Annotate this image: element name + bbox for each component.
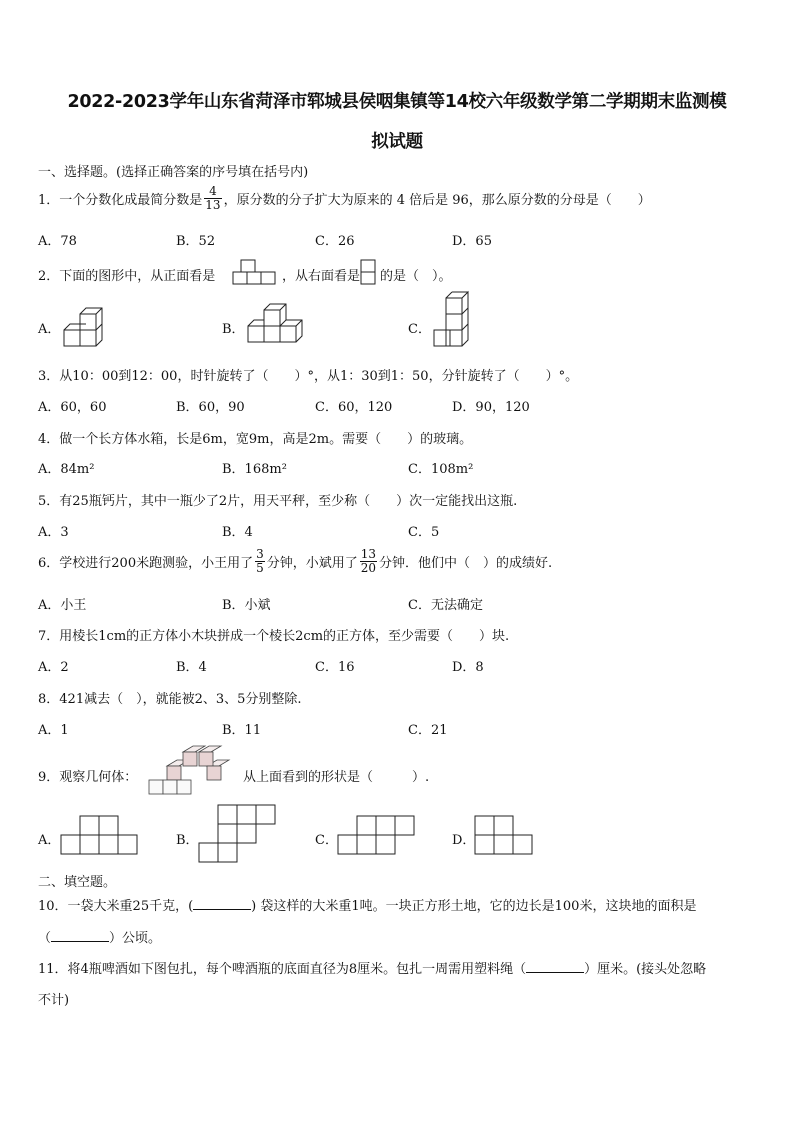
question-2-text: 2．下面的图形中，从正面看是 bbox=[38, 269, 216, 284]
fraction-denominator: 5 bbox=[256, 561, 264, 575]
question-3-text: 3．从10：00到12：00，时针旋转了（ ）°，从1：30到1：50，分针旋转了（ ）°。 bbox=[38, 369, 579, 384]
q9-option-d-figure bbox=[474, 814, 538, 856]
q9-option-b[interactable]: B． bbox=[176, 833, 199, 848]
q4-option-a[interactable]: A．84m² bbox=[38, 462, 95, 477]
q6-option-b[interactable]: B．小斌 bbox=[222, 598, 271, 613]
cube-stack-b-figure bbox=[246, 302, 306, 346]
q9-option-a[interactable]: A． bbox=[38, 833, 61, 848]
q5-option-a[interactable]: A．3 bbox=[38, 525, 69, 540]
question-10-line2 bbox=[38, 927, 161, 946]
question-10-text: 10．一袋大米重25千克，( bbox=[38, 899, 194, 914]
q2-option-b[interactable]: B． bbox=[222, 322, 245, 337]
q6-option-a[interactable]: A．小王 bbox=[38, 598, 87, 613]
question-2-text-end: 的是（ ）。 bbox=[380, 269, 452, 284]
question-1-fraction bbox=[204, 185, 221, 212]
question-4-text: 4．做一个长方体水箱，长是6m，宽9m，高是2m。需要（ ）的玻璃。 bbox=[38, 432, 473, 447]
fraction-numerator: 13 bbox=[360, 547, 377, 561]
q8-option-a[interactable]: A．1 bbox=[38, 723, 69, 738]
q2-option-c[interactable]: C． bbox=[408, 322, 431, 337]
fraction-numerator: 4 bbox=[209, 184, 217, 198]
question-8-text: 8．421减去（ ），就能被2、3、5分别整除. bbox=[38, 692, 302, 707]
q3-option-c[interactable]: C．60，120 bbox=[315, 400, 393, 415]
question-11-line2: 不计) bbox=[38, 993, 70, 1008]
cube-stack-c-figure bbox=[432, 296, 472, 350]
question-2-text-mid: ，从右面看是 bbox=[282, 269, 361, 284]
q1-option-a[interactable]: A．78 bbox=[38, 234, 77, 249]
q8-option-b[interactable]: B．11 bbox=[222, 723, 262, 738]
question-6-text-end: 分钟．他们中（ ）的成绩好. bbox=[379, 556, 553, 571]
q9-option-c-figure bbox=[337, 814, 417, 856]
answer-blank[interactable] bbox=[526, 961, 584, 973]
q5-option-c[interactable]: C．5 bbox=[408, 525, 440, 540]
q7-option-b[interactable]: B．4 bbox=[176, 660, 207, 675]
q9-option-d[interactable]: D． bbox=[452, 833, 476, 848]
question-11-text: 11．将4瓶啤酒如下图包扎，每个啤酒瓶的底面直径为8厘米。包扎一周需用塑料绳（ bbox=[38, 962, 527, 977]
q1-option-d[interactable]: D．65 bbox=[452, 234, 492, 249]
right-view-figure bbox=[359, 258, 379, 286]
question-9-text: 9．观察几何体： bbox=[38, 770, 138, 785]
solid-figure bbox=[147, 746, 237, 798]
cube-stack-a-figure bbox=[62, 300, 102, 350]
q4-option-b[interactable]: B．168m² bbox=[222, 462, 287, 477]
question-5-text: 5．有25瓶钙片，其中一瓶少了2片，用天平秤，至少称（ ）次一定能找出这瓶. bbox=[38, 494, 518, 509]
q9-option-a-figure bbox=[60, 814, 140, 856]
page-title-line1: 2022-2023学年山东省菏泽市郓城县侯咽集镇等14校六年级数学第二学期期末监测模 bbox=[67, 92, 727, 112]
question-10-text-cont: ) 袋这样的大米重1吨。一块正方形土地，它的边长是100米，这块地的面积是 bbox=[251, 899, 697, 914]
answer-blank[interactable] bbox=[51, 930, 109, 942]
q7-option-c[interactable]: C．16 bbox=[315, 660, 355, 675]
q5-option-b[interactable]: B．4 bbox=[222, 525, 253, 540]
q2-option-a[interactable]: A． bbox=[38, 322, 61, 337]
q3-option-a[interactable]: A．60，60 bbox=[38, 400, 107, 415]
fraction-denominator: 20 bbox=[360, 561, 377, 575]
q3-option-d[interactable]: D．90，120 bbox=[452, 400, 530, 415]
q4-option-c[interactable]: C．108m² bbox=[408, 462, 474, 477]
q1-option-b[interactable]: B．52 bbox=[176, 234, 216, 249]
fraction-denominator: 13 bbox=[205, 198, 221, 212]
question-11-text-cont: ）厘米。(接头处忽略 bbox=[584, 962, 707, 977]
question-6-fraction-1 bbox=[255, 548, 265, 575]
question-6-fraction-2 bbox=[360, 548, 377, 575]
front-view-figure bbox=[231, 258, 279, 286]
q3-option-b[interactable]: B．60，90 bbox=[176, 400, 245, 415]
fraction-numerator: 3 bbox=[256, 547, 264, 561]
q9-option-b-figure bbox=[198, 804, 278, 864]
q8-option-c[interactable]: C．21 bbox=[408, 723, 448, 738]
q7-option-d[interactable]: D．8 bbox=[452, 660, 484, 675]
page-title-line2: 拟试题 bbox=[371, 132, 423, 152]
q6-option-c[interactable]: C．无法确定 bbox=[408, 598, 483, 613]
question-6 bbox=[38, 548, 552, 575]
section-heading-choice: 一、选择题。(选择正确答案的序号填在括号内) bbox=[38, 165, 309, 180]
q9-option-c[interactable]: C． bbox=[315, 833, 338, 848]
section-heading-fill: 二、填空题。 bbox=[38, 875, 117, 890]
question-10-text-end: ）公顷。 bbox=[109, 931, 162, 946]
question-1 bbox=[38, 185, 651, 212]
question-9-text-end: 从上面看到的形状是（ ）. bbox=[243, 770, 430, 785]
question-11 bbox=[38, 958, 706, 977]
question-1-text-cont: ，原分数的分子扩大为原来的 4 倍后是 96，那么原分数的分母是（ ） bbox=[223, 193, 651, 208]
question-1-text: 1．一个分数化成最简分数是 bbox=[38, 193, 203, 208]
question-6-text: 6．学校进行200米跑测验，小王用了 bbox=[38, 556, 254, 571]
q7-option-a[interactable]: A．2 bbox=[38, 660, 69, 675]
q1-option-c[interactable]: C．26 bbox=[315, 234, 355, 249]
question-7-text: 7．用棱长1cm的正方体小木块拼成一个棱长2cm的正方体，至少需要（ ）块. bbox=[38, 629, 510, 644]
answer-blank[interactable] bbox=[193, 898, 251, 910]
question-10-open-paren: （ bbox=[38, 931, 52, 946]
question-10 bbox=[38, 895, 696, 914]
question-6-text-mid: 分钟，小斌用了 bbox=[266, 556, 358, 571]
